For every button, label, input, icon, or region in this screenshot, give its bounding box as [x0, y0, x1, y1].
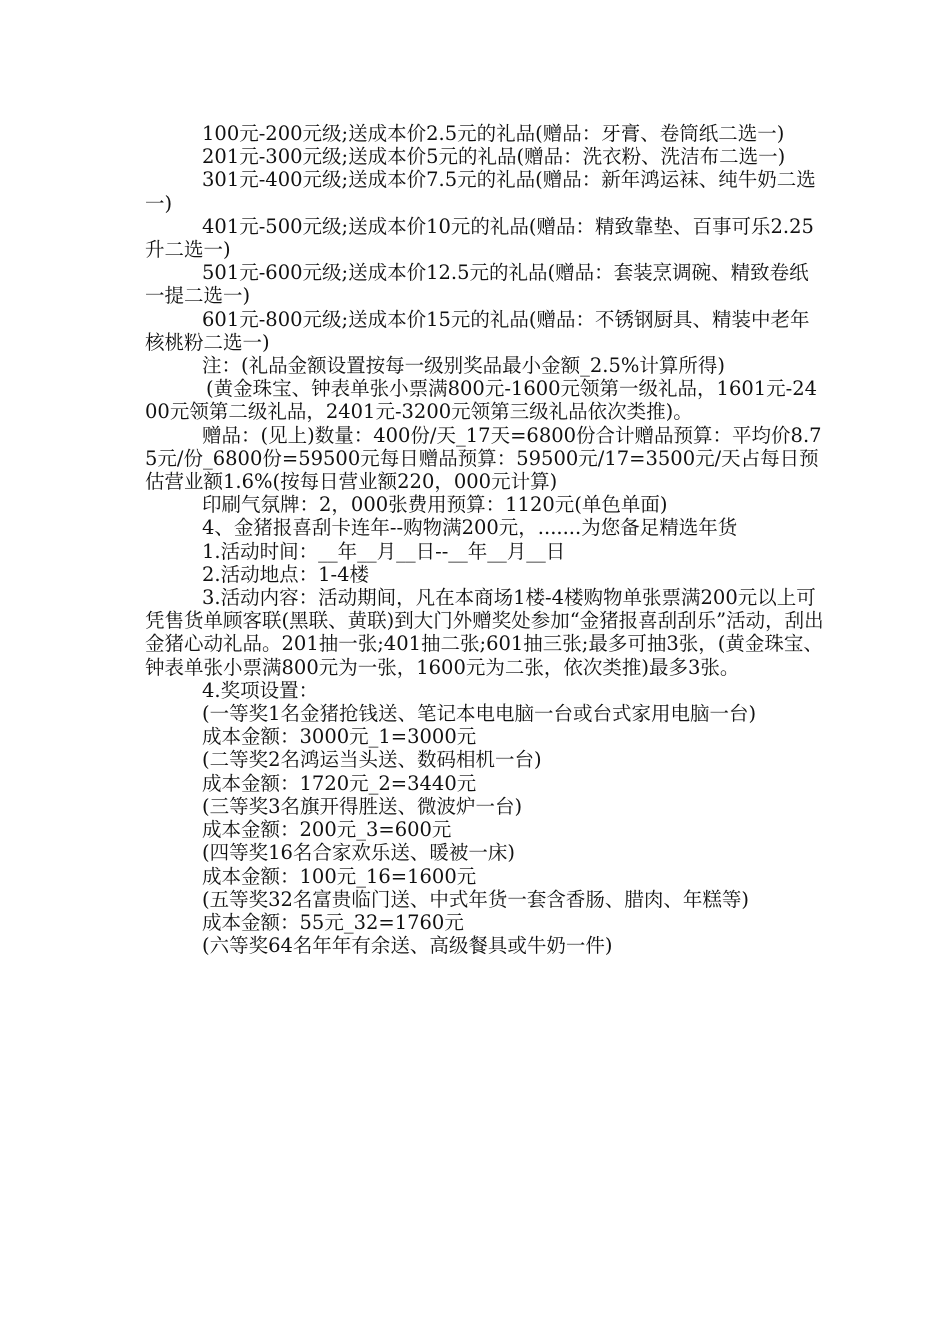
paragraph-second-prize-cost: 成本金额：1720元_2=3440元: [202, 771, 477, 795]
paragraph-tier-601-800: 601元-800元级;送成本价15元的礼品(赠品：不锈钢厨具、精装中老年核桃粉二选一): [145, 307, 810, 354]
paragraph-note: 注：(礼品金额设置按每一级别奖品最小金额_2.5%计算所得): [202, 354, 726, 378]
paragraph-first-prize: (一等奖1名金猪抢钱送、笔记本电电脑一台或台式家用电脑一台): [202, 702, 757, 726]
paragraph-activity-time: 1.活动时间：__年__月__日--__年__月__日: [202, 539, 566, 563]
paragraph-section-4-title: 4、金猪报喜刮卡连年--购物满200元，.......为您备足精选年货: [202, 516, 738, 540]
paragraph-fifth-prize-cost: 成本金额：55元_32=1760元: [202, 910, 464, 934]
paragraph-activity-location: 2.活动地点：1-4楼: [202, 562, 370, 586]
paragraph-fifth-prize: (五等奖32名富贵临门送、中式年货一套含香肠、腊肉、年糕等): [202, 887, 750, 911]
paragraph-fourth-prize-cost: 成本金额：100元_16=1600元: [202, 864, 477, 888]
paragraph-second-prize: (二等奖2名鸿运当头送、数码相机一台): [202, 748, 542, 772]
paragraph-tier-201-300: 201元-300元级;送成本价5元的礼品(赠品：洗衣粉、洗洁布二选一): [202, 145, 786, 169]
paragraph-first-prize-cost: 成本金额：3000元_1=3000元: [202, 725, 477, 749]
paragraph-jewelry-rule: (黄金珠宝、钟表单张小票满800元-1600元领第一级礼品，1601元-2400元领第二级礼品，2401元-3200元领第三级礼品依次类推)。: [145, 377, 818, 424]
paragraph-tier-100-200: 100元-200元级;送成本价2.5元的礼品(赠品：牙膏、卷筒纸二选一): [202, 122, 785, 145]
paragraph-fourth-prize: (四等奖16名合家欢乐送、暖被一床): [202, 841, 516, 865]
document-page: [145, 122, 825, 957]
paragraph-tier-401-500: 401元-500元级;送成本价10元的礼品(赠品：精致靠垫、百事可乐2.25升二选一): [145, 214, 814, 262]
paragraph-third-prize-cost: 成本金额：200元_3=600元: [202, 818, 452, 842]
paragraph-prize-setup: 4.奖项设置：: [202, 678, 319, 702]
paragraph-third-prize: (三等奖3名旗开得胜送、微波炉一台): [202, 794, 523, 818]
paragraph-activity-content: 3.活动内容：活动期间，凡在本商场1楼-4楼购物单张票满200元以上可凭售货单顾客联(黑联、黄联)到大门外赠奖处参加“金猪报喜刮刮乐”活动，刮出金猪心动礼品。201抽一张;401抽二张;601抽三张;最多可抽3张，(黄金珠宝、钟表单张小票满800元为一张，1600元为二张，依次类推)最多3张。: [145, 586, 824, 679]
paragraph-gift-budget: 赠品：(见上)数量：400份/天_17天=6800份合计赠品预算：平均价8.75元/份_6800份=59500元每日赠品预算：59500元/17=3500元/天占每日预估营业额1.6%(按每日营业额220，000元计算): [145, 423, 822, 494]
paragraph-printing-budget: 印刷气氛牌：2，000张费用预算：1120元(单色单面): [202, 493, 668, 517]
paragraph-tier-501-600: 501元-600元级;送成本价12.5元的礼品(赠品：套装烹调碗、精致卷纸一提二选一): [145, 261, 809, 308]
paragraph-sixth-prize: (六等奖64名年年有余送、高级餐具或牛奶一件): [202, 934, 613, 958]
paragraph-tier-301-400: 301元-400元级;送成本价7.5元的礼品(赠品：新年鸿运袜、纯牛奶二选一): [145, 168, 816, 215]
